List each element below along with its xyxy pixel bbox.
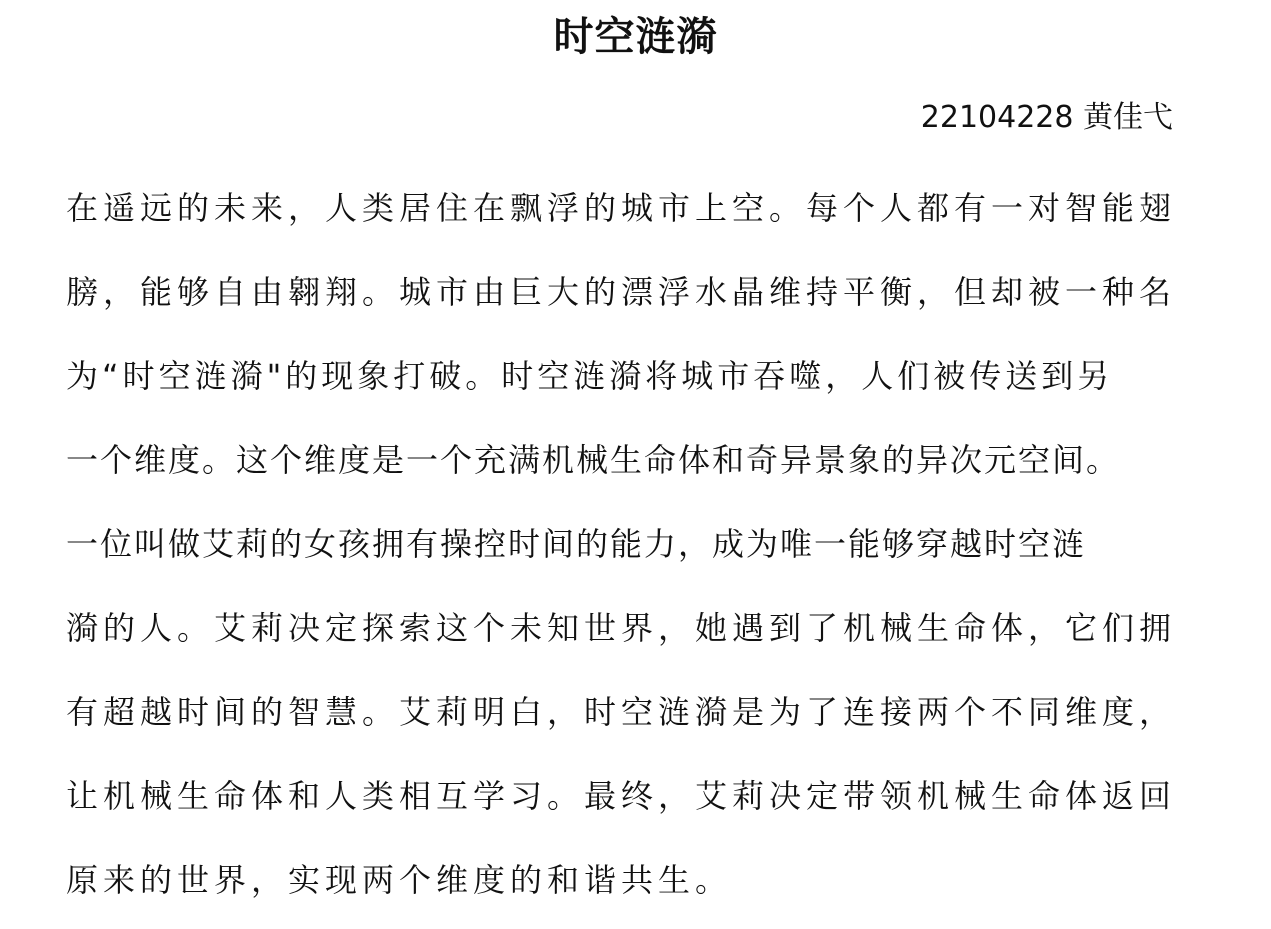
text-line: 让机械生命体和人类相互学习。最终，艾莉决定带领机械生命体返回 <box>66 777 1177 815</box>
text-line: 一个维度。这个维度是一个充满机械生命体和奇异景象的异次元空间。 <box>66 441 1121 479</box>
text-line: 有超越时间的智慧。艾莉明白，时空涟漪是为了连接两个不同维度， <box>66 693 1177 731</box>
text-line: 漪的人。艾莉决定探索这个未知世界，她遇到了机械生命体，它们拥 <box>66 609 1177 647</box>
document-title: 时空涟漪 <box>553 14 718 60</box>
author-line: 22104228 黄佳弋 <box>920 100 1173 135</box>
text-line: 在遥远的未来，人类居住在飘浮的城市上空。每个人都有一对智能翅 <box>66 189 1177 227</box>
text-line: 原来的世界，实现两个维度的和谐共生。 <box>66 861 733 899</box>
text-line: 一位叫做艾莉的女孩拥有操控时间的能力，成为唯一能够穿越时空涟 <box>66 525 1087 563</box>
story-body <box>66 166 1206 922</box>
text-line: 膀，能够自由翱翔。城市由巨大的漂浮水晶维持平衡，但却被一种名 <box>66 273 1177 311</box>
text-line: 为“时空涟漪"的现象打破。时空涟漪将城市吞噬，人们被传送到另 <box>66 357 1114 395</box>
